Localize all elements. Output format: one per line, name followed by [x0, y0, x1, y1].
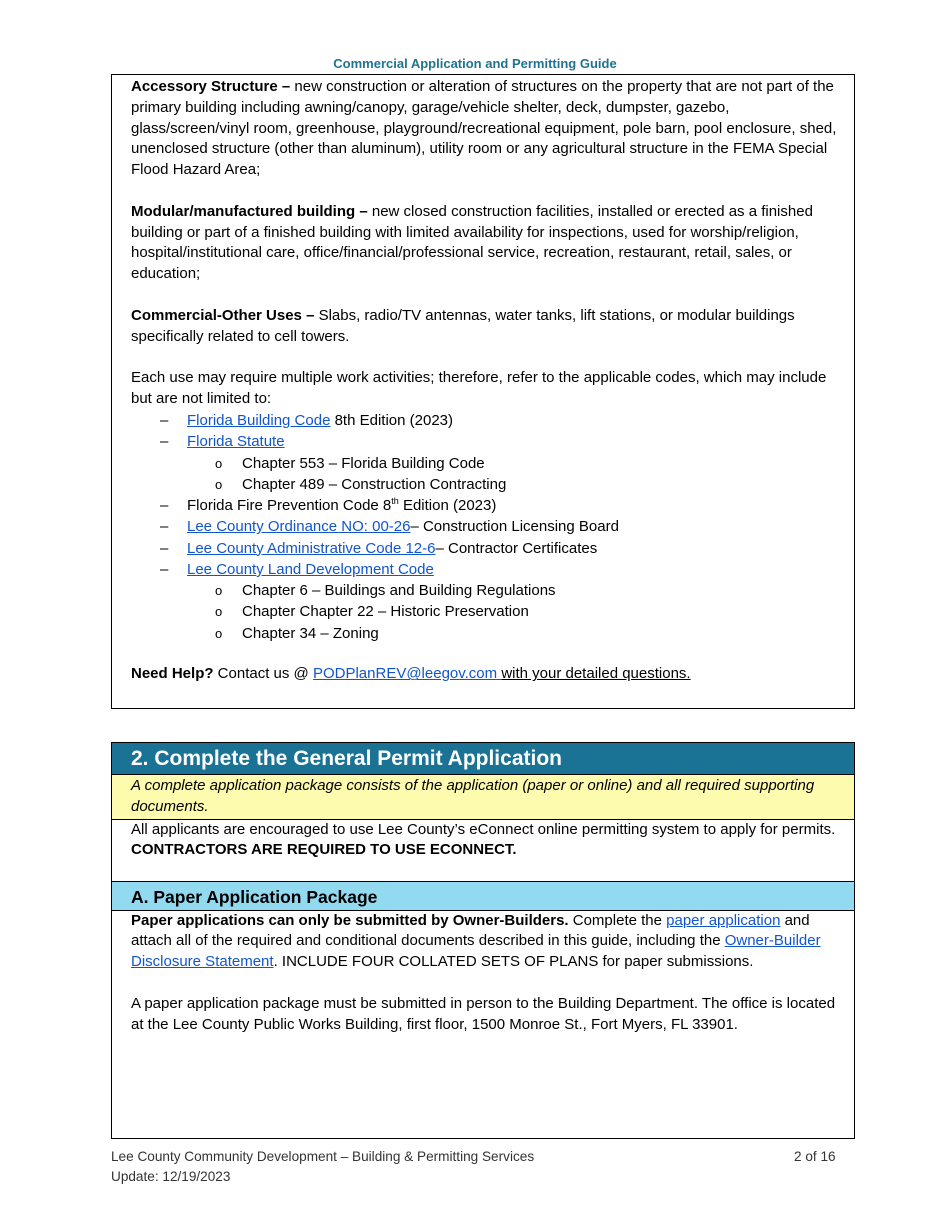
- econnect-text: All applicants are encouraged to use Lee County’s eConnect online permitting system to apply for permits.: [131, 820, 836, 838]
- help-email-link[interactable]: PODPlanREV@leegov.com: [312, 665, 502, 683]
- need-help-contact: Contact us @: [213, 665, 313, 683]
- list-item: [131, 495, 846, 516]
- need-help-line: [131, 664, 846, 685]
- accessory-structure-term: Accessory Structure –: [131, 78, 291, 95]
- list-item: [131, 516, 846, 537]
- codes-list: [131, 410, 846, 644]
- section-2-note: A complete application package consists of the application (paper or online) and all required supporting documents.: [112, 775, 854, 820]
- chapter-22-item: Chapter Chapter 22 – Historic Preservation: [242, 603, 529, 621]
- submission-location-paragraph: A paper application package must be submitted in person to the Building Department. The office is located at the Lee County Public Works Building, first floor, 1500 Monroe St., Fort Myers, FL 33901.: [131, 994, 836, 1033]
- list-item: [131, 410, 846, 431]
- circle-bullet: o: [215, 625, 223, 641]
- section-2-body: [112, 820, 854, 882]
- florida-building-code-edition: 8th Edition (2023): [330, 411, 453, 429]
- chapter-489-item: Chapter 489 – Construction Contracting: [242, 475, 507, 493]
- footer-update-date: Update: 12/19/2023: [111, 1169, 231, 1184]
- section-2-title: 2. Complete the General Permit Application: [112, 743, 854, 775]
- county-ordinance-link[interactable]: Lee County Ordinance NO: 00-26: [187, 518, 411, 536]
- dash-bullet: –: [160, 560, 169, 578]
- footer-page-number: 2 of 16: [794, 1149, 836, 1164]
- circle-bullet: o: [215, 604, 223, 620]
- land-development-sublist: [187, 580, 846, 643]
- help-email-suffix: with your detailed questions.: [501, 665, 691, 683]
- county-ordinance-desc: – Construction Licensing Board: [410, 518, 619, 536]
- subsection-a-body: [112, 911, 854, 1036]
- owner-builders-only-text: Paper applications can only be submitted by Owner-Builders.: [131, 911, 569, 929]
- modular-building-term: Modular/manufactured building –: [131, 202, 368, 220]
- modular-building-text: new closed construction facilities, installed or erected as a finished building or part of a finished building with limited availability for inspections, used for worship/religion, hospital/institutional care, office/financial/professional service, recreation, restaurant, retail, sales, or education;: [131, 202, 813, 283]
- codes-intro: Each use may require multiple work activities; therefore, refer to the applicable codes, which may include but are not limited to:: [131, 369, 827, 407]
- list-item: [131, 559, 846, 644]
- list-item: [131, 580, 846, 601]
- dash-bullet: –: [160, 518, 169, 536]
- list-item: [131, 474, 846, 495]
- use-definitions-box: [111, 74, 855, 709]
- administrative-code-link[interactable]: Lee County Administrative Code 12-6: [187, 539, 436, 557]
- florida-statute-sublist: [187, 453, 846, 495]
- land-development-code-link[interactable]: Lee County Land Development Code: [187, 560, 434, 578]
- circle-bullet: o: [215, 583, 223, 599]
- accessory-structure-paragraph: [131, 77, 846, 181]
- circle-bullet: o: [215, 455, 223, 471]
- chapter-6-item: Chapter 6 – Buildings and Building Regulations: [242, 582, 556, 600]
- econnect-required-text: CONTRACTORS ARE REQUIRED TO USE ECONNECT.: [131, 841, 517, 859]
- list-item: [131, 431, 846, 495]
- modular-building-paragraph: [131, 202, 846, 285]
- chapter-34-item: Chapter 34 – Zoning: [242, 624, 379, 642]
- footer-left: [111, 1147, 534, 1187]
- circle-bullet: o: [215, 476, 223, 492]
- footer-organization: Lee County Community Development – Building & Permitting Services: [111, 1149, 535, 1164]
- list-item: [131, 453, 846, 474]
- chapter-553-item: Chapter 553 – Florida Building Code: [242, 454, 485, 472]
- dash-bullet: –: [160, 496, 169, 514]
- list-item: [131, 623, 846, 644]
- owner-builder-disclosure-link[interactable]: Owner-Builder Disclosure Statement: [131, 932, 821, 971]
- commercial-other-paragraph: [131, 306, 846, 348]
- paper-application-link[interactable]: paper application: [666, 911, 781, 929]
- commercial-other-term: Commercial-Other Uses –: [131, 306, 315, 324]
- dash-bullet: –: [160, 539, 169, 557]
- list-item: [131, 601, 846, 622]
- florida-statute-link[interactable]: Florida Statute: [187, 433, 285, 451]
- general-permit-section: [111, 742, 855, 1139]
- fire-prevention-code: Florida Fire Prevention Code 8th Edition (2023): [187, 495, 497, 514]
- florida-building-code-link[interactable]: Florida Building Code: [187, 411, 331, 429]
- subsection-a-title: A. Paper Application Package: [112, 882, 854, 911]
- paper-application-paragraph: Paper applications can only be submitted by Owner-Builders. Complete the paper application and attach all of the required and conditional documents described in this guide, including the Owner-Builder Disclosure Statement. INCLUDE FOUR COLLATED SETS OF PLANS for paper submissions.: [131, 911, 821, 971]
- administrative-code-desc: – Contractor Certificates: [435, 539, 598, 557]
- need-help-label: Need Help?: [131, 665, 214, 683]
- accessory-structure-text: new construction or alteration of structures on the property that are not part of the primary building including awning/canopy, garage/vehicle shelter, deck, dumpster, gazebo, glass/screen/vinyl room, greenhouse, playground/recreational equipment, pole barn, pool enclosure, shed, unenclosed structure (other than aluminum), utility room or any agricultural structure in the FEMA Special Flood Hazard Area;: [131, 78, 837, 179]
- page-header-title: Commercial Application and Permitting Guide: [333, 56, 617, 71]
- dash-bullet: –: [160, 411, 169, 429]
- dash-bullet: –: [160, 433, 169, 451]
- commercial-other-text: Slabs, radio/TV antennas, water tanks, lift stations, or modular buildings specifically related to cell towers.: [131, 306, 795, 345]
- list-item: [131, 538, 846, 559]
